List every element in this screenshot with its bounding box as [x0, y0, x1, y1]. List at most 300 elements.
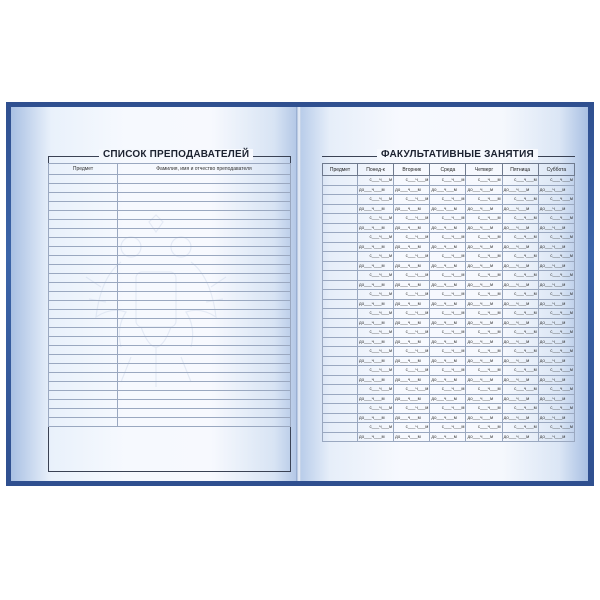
- time-slot-cell[interactable]: [358, 252, 394, 262]
- teacher-name-cell[interactable]: [118, 256, 291, 265]
- time-slot-cell[interactable]: [502, 318, 538, 328]
- time-slot-cell[interactable]: [394, 423, 430, 433]
- time-slot-label: до___ч___м: [467, 243, 494, 249]
- time-slot-cell[interactable]: [466, 328, 502, 338]
- time-slot-cell[interactable]: [394, 185, 430, 195]
- time-slot-cell[interactable]: [430, 328, 466, 338]
- time-slot-label: до___ч___м: [467, 281, 494, 287]
- time-slot-cell[interactable]: [538, 385, 574, 395]
- time-slot-label: до___ч___м: [395, 224, 421, 230]
- time-slot-cell[interactable]: [502, 195, 538, 205]
- teacher-name-cell[interactable]: [118, 346, 291, 355]
- time-slot-cell[interactable]: [502, 290, 538, 300]
- time-slot-cell[interactable]: [394, 366, 430, 376]
- time-slot-cell[interactable]: [502, 271, 538, 281]
- time-slot-cell[interactable]: [394, 385, 430, 395]
- time-slot-cell[interactable]: [358, 214, 394, 224]
- time-slot-label: до___ч___м: [395, 262, 421, 268]
- time-slot-cell[interactable]: [538, 432, 574, 442]
- time-slot-label: до___ч___м: [503, 300, 530, 306]
- time-slot-cell[interactable]: [502, 366, 538, 376]
- time-slot-cell[interactable]: [358, 318, 394, 328]
- subject-cell[interactable]: [323, 233, 358, 243]
- teacher-name-cell[interactable]: [118, 391, 291, 400]
- teacher-name-cell[interactable]: [118, 292, 291, 301]
- time-slot-cell[interactable]: [466, 280, 502, 290]
- time-slot-cell[interactable]: [502, 223, 538, 233]
- time-slot-cell[interactable]: [538, 328, 574, 338]
- time-slot-cell[interactable]: [358, 280, 394, 290]
- time-slot-cell[interactable]: [502, 261, 538, 271]
- teacher-name-cell[interactable]: [118, 409, 291, 418]
- teacher-name-cell[interactable]: [118, 229, 291, 238]
- teacher-name-cell[interactable]: [118, 175, 291, 184]
- time-slot-cell[interactable]: [502, 328, 538, 338]
- time-slot-cell[interactable]: [394, 413, 430, 423]
- time-slot-cell[interactable]: [538, 404, 574, 414]
- time-slot-cell[interactable]: [430, 214, 466, 224]
- time-slot-cell[interactable]: [394, 356, 430, 366]
- time-slot-cell[interactable]: [466, 233, 502, 243]
- table-row: [323, 271, 575, 281]
- time-slot-cell[interactable]: [358, 347, 394, 357]
- time-slot-cell[interactable]: [430, 356, 466, 366]
- subject-cell[interactable]: [323, 432, 358, 442]
- subject-cell[interactable]: [323, 185, 358, 195]
- time-slot-cell[interactable]: [502, 404, 538, 414]
- subject-cell[interactable]: [323, 299, 358, 309]
- teacher-name-cell[interactable]: [118, 184, 291, 193]
- time-slot-cell[interactable]: [502, 356, 538, 366]
- time-slot-cell[interactable]: [430, 404, 466, 414]
- time-slot-cell[interactable]: [466, 394, 502, 404]
- time-slot-cell[interactable]: [394, 233, 430, 243]
- time-slot-cell[interactable]: [358, 366, 394, 376]
- time-slot-cell[interactable]: [394, 261, 430, 271]
- time-slot-label: до___ч___м: [431, 376, 457, 382]
- subject-cell[interactable]: [49, 193, 118, 202]
- time-slot-cell[interactable]: [466, 356, 502, 366]
- time-slot-cell[interactable]: [430, 280, 466, 290]
- subject-cell[interactable]: [49, 256, 118, 265]
- time-slot-cell[interactable]: [394, 309, 430, 319]
- time-slot-label: с___ч___м: [550, 348, 573, 353]
- time-slot-cell[interactable]: [538, 309, 574, 319]
- time-slot-cell[interactable]: [502, 299, 538, 309]
- teacher-name-cell[interactable]: [118, 355, 291, 364]
- subject-cell[interactable]: [323, 356, 358, 366]
- time-slot-cell[interactable]: [538, 252, 574, 262]
- time-slot-label: с___ч___м: [514, 329, 537, 334]
- teacher-name-cell[interactable]: [118, 202, 291, 211]
- subject-cell[interactable]: [49, 373, 118, 382]
- subject-cell[interactable]: [49, 265, 118, 274]
- time-slot-cell[interactable]: [466, 404, 502, 414]
- time-slot-label: с___ч___м: [369, 367, 393, 372]
- time-slot-cell[interactable]: [466, 261, 502, 271]
- time-slot-cell[interactable]: [538, 242, 574, 252]
- time-slot-cell[interactable]: [358, 309, 394, 319]
- time-slot-cell[interactable]: [430, 176, 466, 186]
- time-slot-cell[interactable]: [358, 185, 394, 195]
- time-slot-cell[interactable]: [394, 337, 430, 347]
- time-slot-label: с___ч___м: [477, 215, 501, 220]
- time-slot-cell[interactable]: [502, 176, 538, 186]
- time-slot-cell[interactable]: [538, 271, 574, 281]
- time-slot-cell[interactable]: [502, 375, 538, 385]
- column-header-subject: Предмет: [323, 164, 358, 176]
- column-header-monday: Понед-к: [358, 164, 394, 176]
- subject-cell[interactable]: [323, 176, 358, 186]
- teachers-table: [48, 163, 291, 427]
- time-slot-cell[interactable]: [430, 233, 466, 243]
- time-slot-cell[interactable]: [538, 423, 574, 433]
- time-slot-cell[interactable]: [358, 204, 394, 214]
- time-slot-cell[interactable]: [538, 261, 574, 271]
- time-slot-cell[interactable]: [502, 413, 538, 423]
- subject-cell[interactable]: [49, 184, 118, 193]
- subject-cell[interactable]: [49, 301, 118, 310]
- subject-cell[interactable]: [49, 409, 118, 418]
- time-slot-cell[interactable]: [502, 337, 538, 347]
- time-slot-cell[interactable]: [466, 423, 502, 433]
- time-slot-cell[interactable]: [538, 394, 574, 404]
- time-slot-cell[interactable]: [466, 214, 502, 224]
- time-slot-label: с___ч___м: [477, 367, 501, 372]
- subject-cell[interactable]: [49, 211, 118, 220]
- teacher-name-cell[interactable]: [118, 319, 291, 328]
- subject-cell[interactable]: [49, 283, 118, 292]
- time-slot-cell[interactable]: [502, 347, 538, 357]
- table-row: [323, 366, 575, 376]
- time-slot-cell[interactable]: [430, 195, 466, 205]
- time-slot-cell[interactable]: [358, 290, 394, 300]
- time-slot-cell[interactable]: [502, 432, 538, 442]
- subject-cell[interactable]: [49, 382, 118, 391]
- time-slot-label: до___ч___м: [539, 376, 566, 382]
- subject-cell[interactable]: [323, 347, 358, 357]
- subject-cell[interactable]: [323, 223, 358, 233]
- time-slot-cell[interactable]: [394, 195, 430, 205]
- teacher-name-cell[interactable]: [118, 310, 291, 319]
- teacher-name-cell[interactable]: [118, 301, 291, 310]
- time-slot-cell[interactable]: [466, 318, 502, 328]
- time-slot-label: до___ч___м: [395, 300, 421, 306]
- time-slot-label: с___ч___м: [369, 272, 393, 277]
- time-slot-cell[interactable]: [502, 385, 538, 395]
- time-slot-label: до___ч___м: [359, 338, 385, 344]
- time-slot-cell[interactable]: [538, 299, 574, 309]
- time-slot-label: до___ч___м: [359, 433, 385, 439]
- teacher-name-cell[interactable]: [118, 400, 291, 409]
- time-slot-cell[interactable]: [394, 432, 430, 442]
- subject-cell[interactable]: [323, 252, 358, 262]
- table-row: [49, 175, 291, 184]
- subject-cell[interactable]: [323, 204, 358, 214]
- time-slot-cell[interactable]: [358, 233, 394, 243]
- teacher-name-cell[interactable]: [118, 382, 291, 391]
- time-slot-cell[interactable]: [430, 413, 466, 423]
- subject-cell[interactable]: [49, 175, 118, 184]
- subject-cell[interactable]: [49, 202, 118, 211]
- time-slot-cell[interactable]: [466, 337, 502, 347]
- teacher-name-cell[interactable]: [118, 220, 291, 229]
- subject-cell[interactable]: [323, 261, 358, 271]
- subject-cell[interactable]: [323, 337, 358, 347]
- teacher-name-cell[interactable]: [118, 373, 291, 382]
- time-slot-cell[interactable]: [394, 290, 430, 300]
- time-slot-cell[interactable]: [538, 337, 574, 347]
- time-slot-cell[interactable]: [394, 252, 430, 262]
- time-slot-label: с___ч___м: [405, 367, 429, 372]
- teacher-name-cell[interactable]: [118, 274, 291, 283]
- time-slot-cell[interactable]: [358, 299, 394, 309]
- teacher-name-cell[interactable]: [118, 247, 291, 256]
- subject-cell[interactable]: [49, 292, 118, 301]
- time-slot-cell[interactable]: [466, 347, 502, 357]
- table-row: [49, 337, 291, 346]
- time-slot-cell[interactable]: [538, 366, 574, 376]
- subject-cell[interactable]: [323, 195, 358, 205]
- time-slot-cell[interactable]: [394, 280, 430, 290]
- time-slot-cell[interactable]: [430, 318, 466, 328]
- time-slot-cell[interactable]: [430, 223, 466, 233]
- table-row: [49, 193, 291, 202]
- time-slot-cell[interactable]: [538, 233, 574, 243]
- time-slot-cell[interactable]: [466, 271, 502, 281]
- time-slot-cell[interactable]: [358, 195, 394, 205]
- subject-cell[interactable]: [49, 319, 118, 328]
- table-row: [49, 382, 291, 391]
- time-slot-cell[interactable]: [538, 347, 574, 357]
- time-slot-label: с___ч___м: [441, 177, 465, 182]
- teacher-name-cell[interactable]: [118, 283, 291, 292]
- time-slot-cell[interactable]: [502, 242, 538, 252]
- column-header-tuesday: Вторник: [394, 164, 430, 176]
- subject-cell[interactable]: [323, 214, 358, 224]
- time-slot-cell[interactable]: [466, 204, 502, 214]
- time-slot-cell[interactable]: [358, 394, 394, 404]
- time-slot-cell[interactable]: [358, 176, 394, 186]
- time-slot-cell[interactable]: [430, 432, 466, 442]
- subject-cell[interactable]: [49, 238, 118, 247]
- subject-cell[interactable]: [323, 271, 358, 281]
- time-slot-cell[interactable]: [538, 223, 574, 233]
- subject-cell[interactable]: [49, 337, 118, 346]
- teacher-name-cell[interactable]: [118, 337, 291, 346]
- subject-cell[interactable]: [49, 391, 118, 400]
- time-slot-cell[interactable]: [466, 176, 502, 186]
- time-slot-cell[interactable]: [538, 204, 574, 214]
- time-slot-label: с___ч___м: [441, 424, 465, 429]
- time-slot-cell[interactable]: [358, 271, 394, 281]
- time-slot-cell[interactable]: [394, 394, 430, 404]
- subject-cell[interactable]: [323, 290, 358, 300]
- time-slot-cell[interactable]: [430, 242, 466, 252]
- time-slot-label: до___ч___м: [539, 300, 566, 306]
- subject-cell[interactable]: [323, 385, 358, 395]
- teacher-name-cell[interactable]: [118, 418, 291, 427]
- time-slot-cell[interactable]: [538, 214, 574, 224]
- time-slot-label: с___ч___м: [550, 234, 573, 239]
- time-slot-cell[interactable]: [538, 280, 574, 290]
- subject-cell[interactable]: [49, 274, 118, 283]
- time-slot-cell[interactable]: [394, 404, 430, 414]
- time-slot-cell[interactable]: [394, 204, 430, 214]
- column-header-teacher-name: Фамилия, имя и отчество преподавателя: [118, 164, 291, 175]
- time-slot-cell[interactable]: [358, 432, 394, 442]
- time-slot-cell[interactable]: [430, 271, 466, 281]
- time-slot-cell[interactable]: [394, 328, 430, 338]
- teacher-name-cell[interactable]: [118, 364, 291, 373]
- time-slot-cell[interactable]: [502, 185, 538, 195]
- time-slot-cell[interactable]: [538, 356, 574, 366]
- time-slot-cell[interactable]: [538, 290, 574, 300]
- time-slot-cell[interactable]: [430, 299, 466, 309]
- subject-cell[interactable]: [49, 328, 118, 337]
- subject-cell[interactable]: [323, 318, 358, 328]
- time-slot-cell[interactable]: [502, 309, 538, 319]
- subject-cell[interactable]: [323, 280, 358, 290]
- time-slot-cell[interactable]: [430, 252, 466, 262]
- teacher-name-cell[interactable]: [118, 328, 291, 337]
- subject-cell[interactable]: [49, 220, 118, 229]
- time-slot-cell[interactable]: [430, 366, 466, 376]
- time-slot-cell[interactable]: [394, 271, 430, 281]
- time-slot-cell[interactable]: [430, 309, 466, 319]
- table-row: [323, 309, 575, 319]
- time-slot-cell[interactable]: [466, 195, 502, 205]
- time-slot-label: с___ч___м: [477, 177, 501, 182]
- time-slot-label: с___ч___м: [441, 272, 465, 277]
- subject-cell[interactable]: [323, 366, 358, 376]
- time-slot-label: с___ч___м: [514, 291, 537, 296]
- time-slot-cell[interactable]: [394, 242, 430, 252]
- time-slot-label: с___ч___м: [441, 291, 465, 296]
- time-slot-label: до___ч___м: [467, 357, 494, 363]
- column-header-saturday: Суббота: [538, 164, 574, 176]
- time-slot-cell[interactable]: [358, 413, 394, 423]
- teacher-name-cell[interactable]: [118, 193, 291, 202]
- time-slot-label: с___ч___м: [550, 291, 573, 296]
- time-slot-cell[interactable]: [538, 375, 574, 385]
- time-slot-cell[interactable]: [538, 318, 574, 328]
- time-slot-cell[interactable]: [358, 337, 394, 347]
- time-slot-cell[interactable]: [538, 176, 574, 186]
- time-slot-cell[interactable]: [538, 195, 574, 205]
- time-slot-cell[interactable]: [502, 233, 538, 243]
- time-slot-cell[interactable]: [466, 385, 502, 395]
- time-slot-label: до___ч___м: [395, 205, 421, 211]
- time-slot-cell[interactable]: [430, 185, 466, 195]
- subject-cell[interactable]: [49, 247, 118, 256]
- time-slot-cell[interactable]: [466, 432, 502, 442]
- subject-cell[interactable]: [323, 413, 358, 423]
- time-slot-cell[interactable]: [430, 375, 466, 385]
- time-slot-cell[interactable]: [502, 394, 538, 404]
- subject-cell[interactable]: [49, 229, 118, 238]
- subject-cell[interactable]: [49, 400, 118, 409]
- time-slot-cell[interactable]: [502, 204, 538, 214]
- time-slot-cell[interactable]: [430, 337, 466, 347]
- time-slot-cell[interactable]: [358, 261, 394, 271]
- time-slot-cell[interactable]: [394, 176, 430, 186]
- teacher-name-cell[interactable]: [118, 211, 291, 220]
- table-row: [49, 355, 291, 364]
- time-slot-cell[interactable]: [394, 347, 430, 357]
- time-slot-cell[interactable]: [394, 318, 430, 328]
- time-slot-cell[interactable]: [466, 375, 502, 385]
- time-slot-cell[interactable]: [466, 223, 502, 233]
- time-slot-cell[interactable]: [466, 299, 502, 309]
- subject-cell[interactable]: [323, 394, 358, 404]
- time-slot-cell[interactable]: [358, 328, 394, 338]
- time-slot-cell[interactable]: [358, 404, 394, 414]
- time-slot-cell[interactable]: [430, 394, 466, 404]
- subject-cell[interactable]: [323, 404, 358, 414]
- time-slot-cell[interactable]: [466, 185, 502, 195]
- time-slot-cell[interactable]: [502, 280, 538, 290]
- subject-cell[interactable]: [323, 328, 358, 338]
- table-row: [323, 261, 575, 271]
- time-slot-cell[interactable]: [538, 185, 574, 195]
- teacher-name-cell[interactable]: [118, 238, 291, 247]
- time-slot-cell[interactable]: [358, 356, 394, 366]
- time-slot-label: до___ч___м: [467, 395, 494, 401]
- time-slot-label: с___ч___м: [405, 234, 429, 239]
- subject-cell[interactable]: [49, 355, 118, 364]
- time-slot-cell[interactable]: [466, 366, 502, 376]
- time-slot-cell[interactable]: [394, 214, 430, 224]
- time-slot-cell[interactable]: [466, 252, 502, 262]
- subject-cell[interactable]: [49, 364, 118, 373]
- time-slot-cell[interactable]: [502, 423, 538, 433]
- time-slot-cell[interactable]: [358, 223, 394, 233]
- subject-cell[interactable]: [49, 310, 118, 319]
- teacher-name-cell[interactable]: [118, 265, 291, 274]
- time-slot-label: с___ч___м: [369, 253, 393, 258]
- time-slot-cell[interactable]: [466, 290, 502, 300]
- subject-cell[interactable]: [323, 423, 358, 433]
- subject-cell[interactable]: [323, 242, 358, 252]
- time-slot-cell[interactable]: [430, 385, 466, 395]
- subject-cell[interactable]: [323, 375, 358, 385]
- time-slot-label: с___ч___м: [441, 310, 465, 315]
- time-slot-cell[interactable]: [430, 423, 466, 433]
- time-slot-cell[interactable]: [394, 375, 430, 385]
- subject-cell[interactable]: [49, 346, 118, 355]
- time-slot-cell[interactable]: [430, 261, 466, 271]
- time-slot-cell[interactable]: [358, 375, 394, 385]
- time-slot-cell[interactable]: [466, 309, 502, 319]
- time-slot-cell[interactable]: [430, 290, 466, 300]
- time-slot-cell[interactable]: [358, 385, 394, 395]
- time-slot-cell[interactable]: [358, 423, 394, 433]
- subject-cell[interactable]: [49, 418, 118, 427]
- time-slot-cell[interactable]: [430, 204, 466, 214]
- time-slot-label: с___ч___м: [477, 272, 501, 277]
- subject-cell[interactable]: [323, 309, 358, 319]
- time-slot-cell[interactable]: [538, 413, 574, 423]
- time-slot-cell[interactable]: [466, 242, 502, 252]
- time-slot-cell[interactable]: [466, 413, 502, 423]
- time-slot-cell[interactable]: [502, 214, 538, 224]
- time-slot-cell[interactable]: [394, 223, 430, 233]
- time-slot-cell[interactable]: [502, 252, 538, 262]
- time-slot-cell[interactable]: [358, 242, 394, 252]
- time-slot-cell[interactable]: [430, 347, 466, 357]
- time-slot-cell[interactable]: [394, 299, 430, 309]
